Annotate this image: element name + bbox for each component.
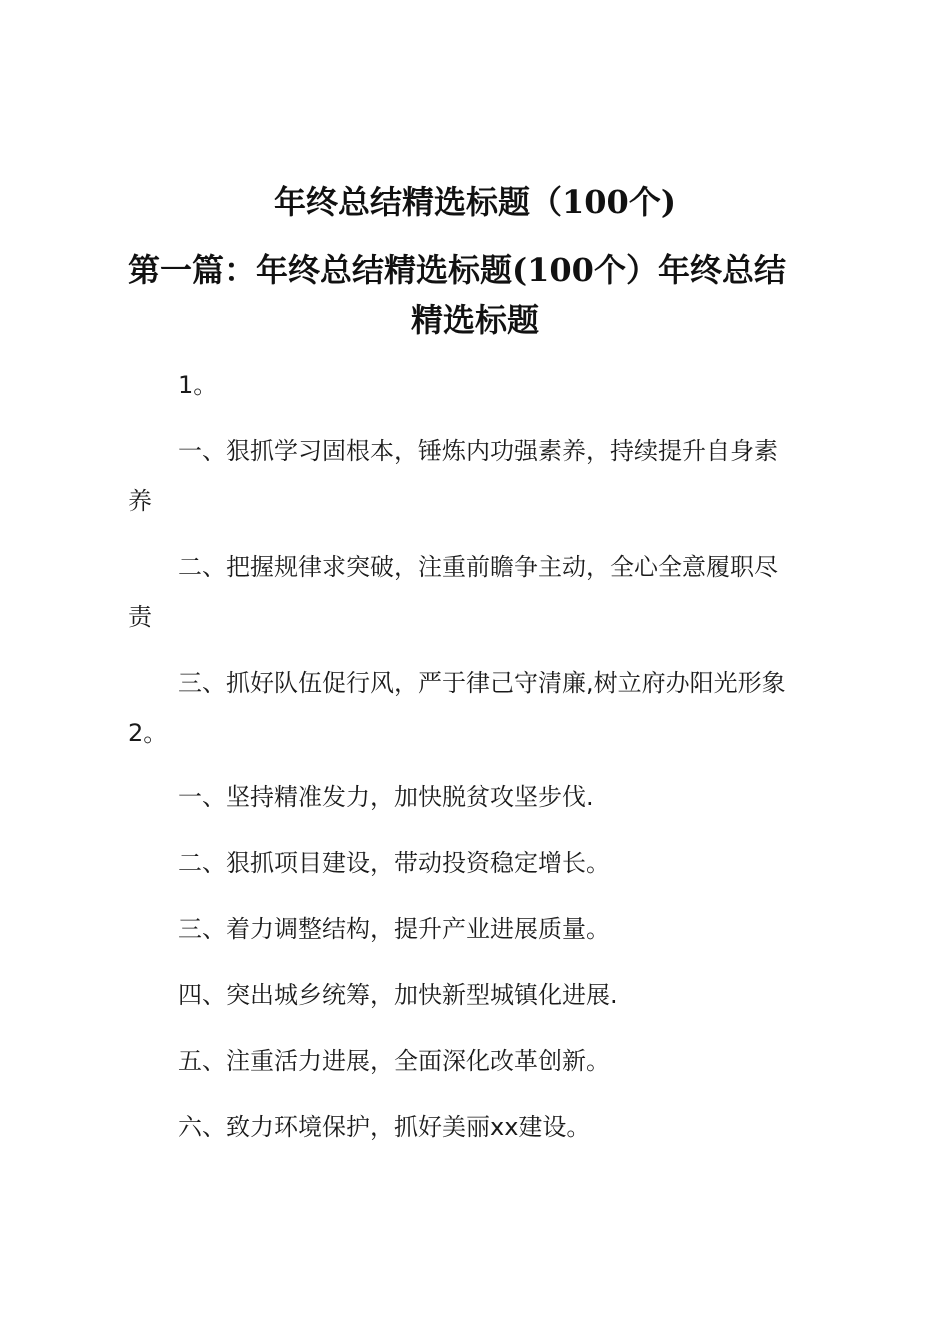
paragraph-line: 二、把握规律求突破，注重前瞻争主动，全心全意履职尽 xyxy=(178,553,778,581)
paragraph-line: 四、突出城乡统筹，加快新型城镇化进展. xyxy=(178,981,618,1009)
section-number-2: 2。 xyxy=(128,719,168,747)
document-subtitle-line-2: 精选标题 xyxy=(410,301,539,339)
paragraph-line: 一、狠抓学习固根本，锤炼内功强素养，持续提升自身素 xyxy=(178,437,778,465)
paragraph-line: 五、注重活力进展，全面深化改革创新。 xyxy=(178,1047,610,1075)
paragraph-line-wrap: 养 xyxy=(128,487,152,515)
paragraph-line: 三、抓好队伍促行风，严于律己守清廉,树立府办阳光形象 xyxy=(178,669,786,697)
paragraph-line: 六、致力环境保护，抓好美丽xx建设。 xyxy=(178,1113,591,1141)
document-title: 年终总结精选标题（100个) xyxy=(274,183,676,221)
document-subtitle-line-1: 第一篇：年终总结精选标题(100个）年终总结 xyxy=(128,251,786,289)
section-number-1: 1。 xyxy=(178,371,218,399)
paragraph-line: 三、着力调整结构，提升产业进展质量。 xyxy=(178,915,610,943)
paragraph-line-wrap: 责 xyxy=(128,603,152,631)
paragraph-line: 一、坚持精准发力，加快脱贫攻坚步伐. xyxy=(178,783,594,811)
paragraph-line: 二、狠抓项目建设，带动投资稳定增长。 xyxy=(178,849,610,877)
